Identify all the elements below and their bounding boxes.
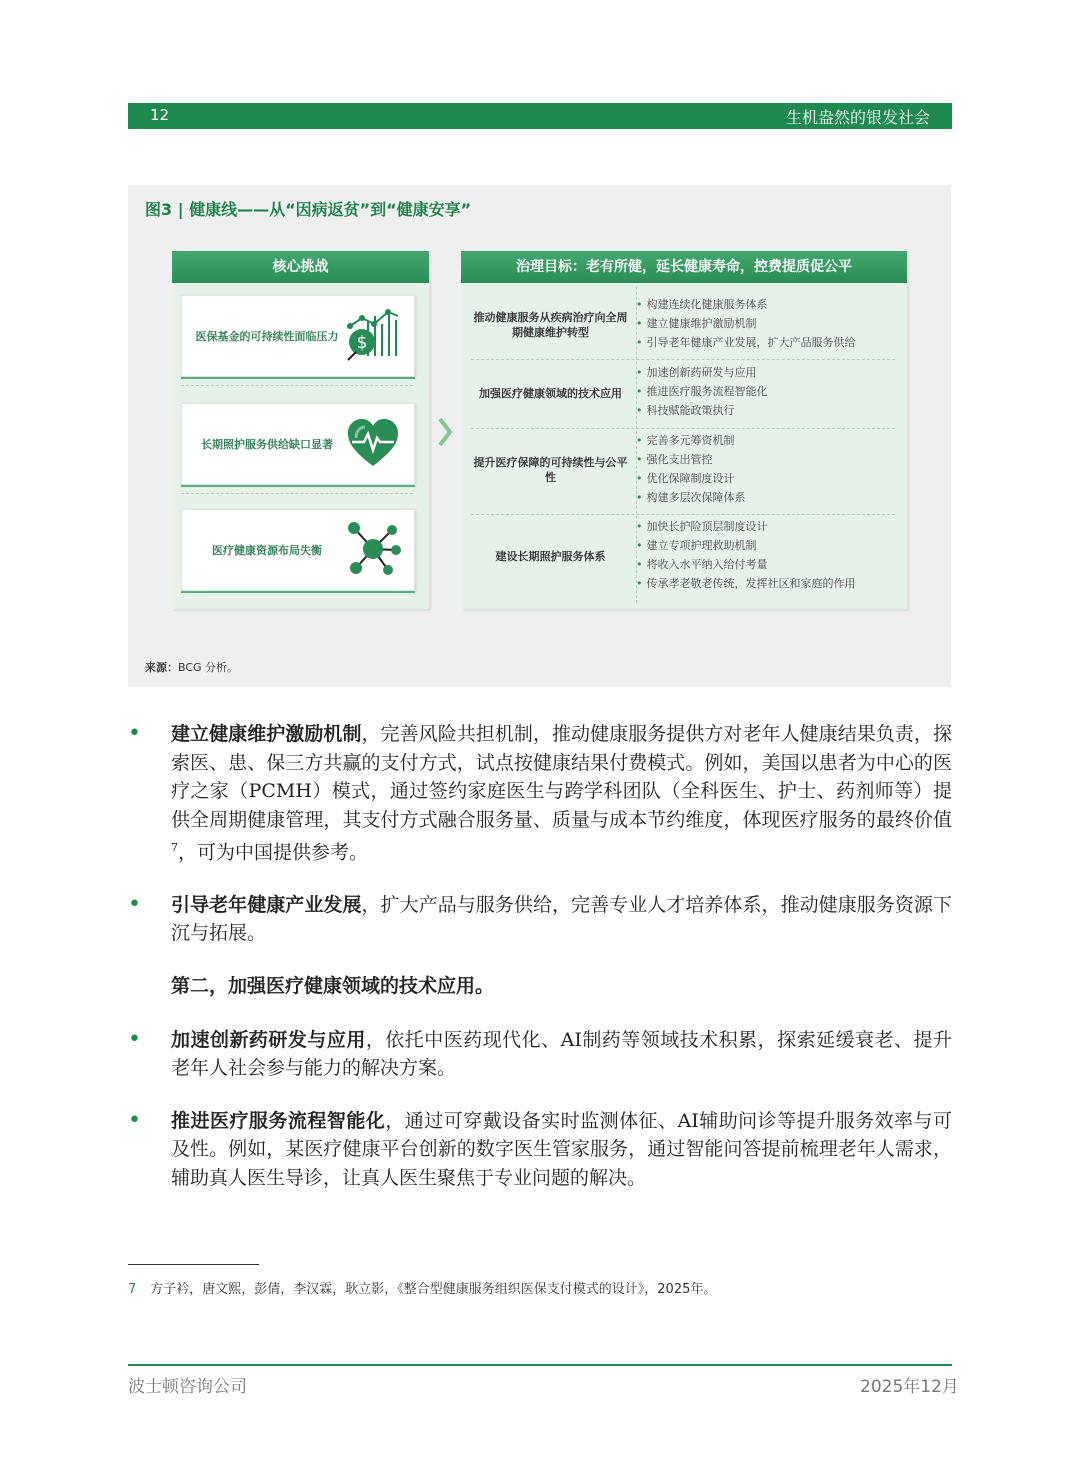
report-title: 生机盎然的银发社会 [785,108,930,127]
goal-point: • 传承孝老敬老传统，发挥社区和家庭的作用 [636,574,856,593]
bullet-icon: • [128,1107,141,1133]
goal-point: • 科技赋能政策执行 [636,401,768,420]
divider [181,493,413,494]
challenge-card [181,509,415,591]
goal-title: 加强医疗健康领域的技术应用 [479,386,622,400]
goal-point: • 建立健康维护激励机制 [636,314,856,333]
goal-points [636,295,856,352]
footnote-rule [128,1264,259,1265]
bullet-paragraph [128,1026,952,1083]
footnote-ref[interactable]: 7 [171,841,178,854]
paragraph-text: ，扩大产品与服务供给，完善专业人才培养体系，推动健康服务资源下沉与拓展。 [171,893,952,945]
challenge-label: 医保基金的可持续性面临压力 [195,329,339,343]
goal-point: • 构建连续化健康服务体系 [636,295,856,314]
goal-point: • 建立专项护理救助机制 [636,536,856,555]
source-label: 来源： [145,661,178,674]
footnote [128,1278,716,1297]
goal-title: 推动健康服务从疾病治疗向全周期健康维护转型 [473,311,628,339]
bullet-icon: • [128,721,141,746]
challenge-card [181,403,415,485]
goal-point: • 加快长护险顶层制度设计 [636,517,856,536]
figure-title: 图3 | 健康线——从“因病返贫”到“健康安享” [145,200,472,219]
divider [471,428,895,429]
paragraph-text: ，完善风险共担机制，推动健康服务提供方对老年人健康结果负责，探索医、患、保三方共赢的支付方式，试点按健康结果付费模式。例如，美国以患者为中心的医疗之家（PCMH）模式，通过签约家庭医生与跨学科团队（全科医生、护士、药剂师等）提供全周期健康管理，其支付方式融合服务量、质量与成本节约维度，体现医疗服务的最终价值 [171,723,952,831]
header-bar [128,103,952,129]
goal-point: • 加速创新药研发与应用 [636,363,768,382]
page-number: 12 [150,106,170,124]
challenges-heading: 核心挑战 [172,251,429,283]
footnote-text: 方子衿，唐文熙，彭倩，李汉霖，耿立影，《整合型健康服务组织医保支付模式的设计》，2025年。 [150,1282,717,1297]
figure-panel [128,185,951,687]
paragraph-lead: 引导老年健康产业发展 [171,893,362,916]
section-subheading: 第二，加强医疗健康领域的技术应用。 [171,974,495,997]
divider [181,385,413,386]
goal-points [636,431,746,507]
challenge-label: 长期照护服务供给缺口显著 [201,437,333,451]
chart-dollar-icon [344,306,402,364]
divider [471,514,895,515]
bullet-paragraph [128,891,952,948]
paragraph-lead: 推进医疗服务流程智能化 [171,1109,386,1132]
footer-date: 2025年12月 [860,1377,959,1397]
footer-rule [128,1364,952,1366]
divider [471,359,895,360]
goal-point: • 将收入水平纳入给付考量 [636,555,856,574]
goal-point: • 构建多层次保障体系 [636,488,746,507]
goal-point: • 推进医疗服务流程智能化 [636,382,768,401]
chevron-right-icon [436,417,454,447]
bullet-icon: • [128,1026,141,1052]
goal-point: • 强化支出管控 [636,450,746,469]
paragraph-text: ，可为中国提供参考。 [178,841,369,864]
footer-company: 波士顿咨询公司 [128,1377,247,1397]
paragraph-text: ，依托中医药现代化、AI制药等领域技术积累，探索延缓衰老、提升老年人社会参与能力的解决方案。 [171,1028,952,1080]
bullet-icon: • [128,891,141,917]
challenges-column [172,251,429,609]
goal-point: • 完善多元筹资机制 [636,431,746,450]
figure-source [145,659,238,675]
goal-title: 提升医疗保障的可持续性与公平性 [473,456,628,484]
challenge-label: 医疗健康资源布局失衡 [212,543,322,557]
goal-points [636,517,856,593]
paragraph-text: ，通过可穿戴设备实时监测体征、AI辅助问诊等提升服务效率与可及性。例如，某医疗健康平台创新的数字医生管家服务，通过智能问答提前梳理老年人需求，辅助真人医生导诊，让真人医生聚焦于专业问题的解决。 [171,1109,952,1189]
challenge-card [181,295,415,377]
goal-points [636,363,768,420]
body-text [128,720,952,1192]
goals-heading: 治理目标：老有所健，延长健康寿命，控费提质促公平 [461,251,907,283]
goal-point: • 引导老年健康产业发展，扩大产品服务供给 [636,333,856,352]
goal-point: • 优化保障制度设计 [636,469,746,488]
goal-title: 建设长期照护服务体系 [495,549,606,563]
goals-column [461,251,907,609]
network-nodes-icon [344,520,402,578]
heart-pulse-icon [344,414,402,472]
source-text: BCG 分析。 [178,661,239,674]
svg-text:$: $ [356,333,368,353]
paragraph-lead: 建立健康维护激励机制 [171,723,362,745]
bullet-paragraph [128,1107,952,1193]
bullet-paragraph [128,720,952,867]
footnote-number: 7 [128,1282,137,1297]
paragraph-lead: 加速创新药研发与应用 [171,1028,366,1051]
